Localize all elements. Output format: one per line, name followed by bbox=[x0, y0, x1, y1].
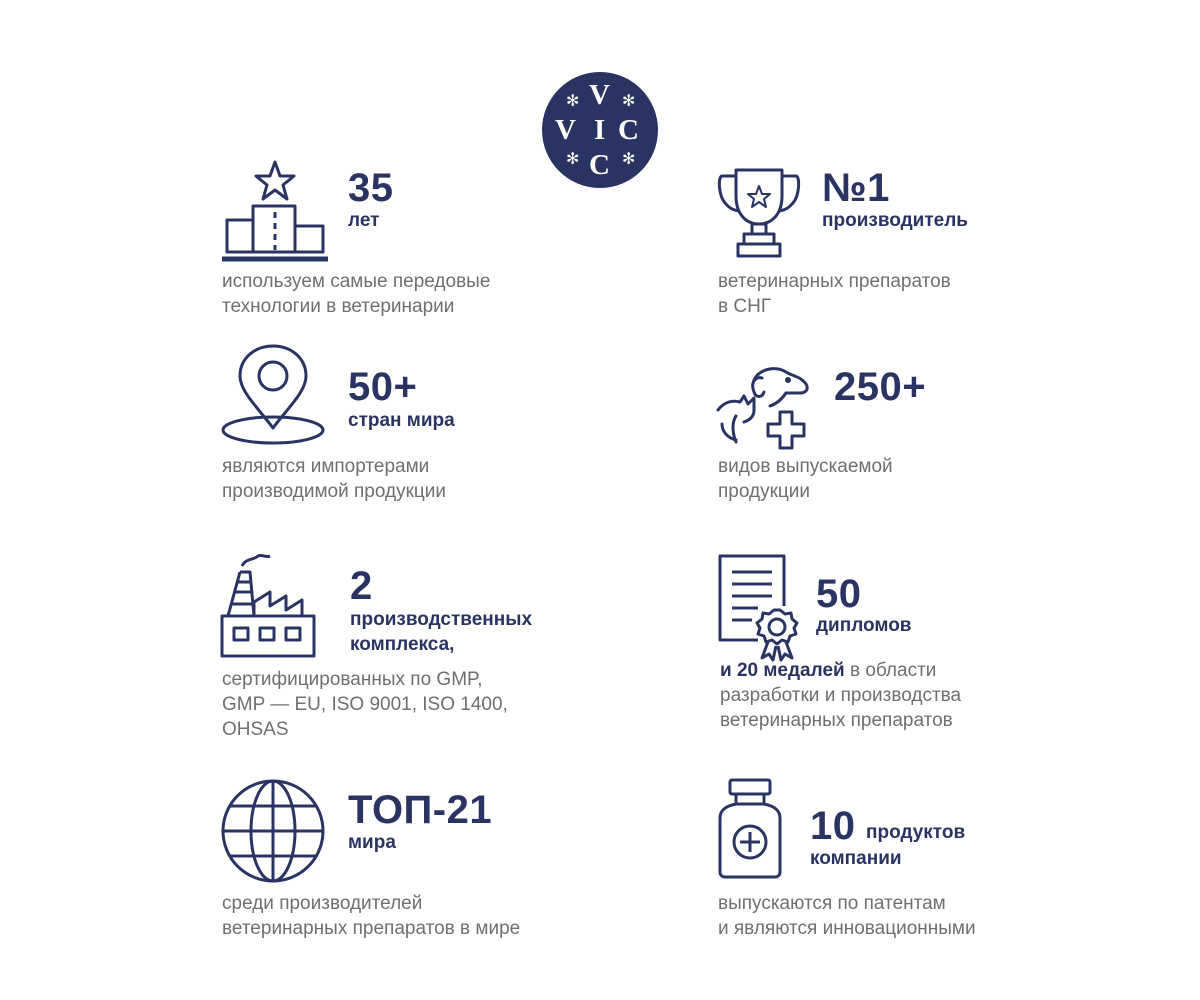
stat-description: сертифицированных по GMP, GMP — EU, ISO 9001, ISO 1400, OHSAS bbox=[222, 669, 508, 740]
logo-letter-i: I bbox=[594, 114, 606, 146]
stat-value: 10 bbox=[810, 804, 856, 848]
highlight-text: и 20 медалей bbox=[720, 660, 845, 681]
logo-letter-v-mid: V bbox=[555, 114, 576, 146]
logo-star-icon: ✻ bbox=[622, 93, 636, 110]
logo-star-icon: ✻ bbox=[566, 93, 580, 110]
location-pin-icon bbox=[220, 344, 326, 446]
logo-star-icon: ✻ bbox=[622, 151, 636, 168]
stat-label: компании bbox=[810, 848, 902, 869]
stat-value: 35 bbox=[348, 166, 394, 210]
logo-letter-v-top: V bbox=[589, 79, 610, 111]
stat-description: среди производителей ветеринарных препаратов в мире bbox=[222, 893, 521, 939]
logo-star-icon: ✻ bbox=[566, 151, 580, 168]
stat-label: лет bbox=[348, 210, 380, 231]
stat-value: 250+ bbox=[834, 365, 927, 409]
stat-description: используем самые передовые технологии в ветеринарии bbox=[222, 271, 491, 317]
stat-description: выпускаются по патентам и являются инновационными bbox=[718, 893, 976, 939]
stat-value: №1 bbox=[822, 166, 890, 210]
dog-cat-cross-icon bbox=[716, 362, 822, 448]
stat-label: продуктов bbox=[866, 822, 966, 843]
medicine-bottle-icon bbox=[716, 778, 784, 880]
stat-value: ТОП-21 bbox=[348, 788, 493, 832]
logo-letter-c-mid: C bbox=[618, 114, 639, 146]
stat-description: и 20 медалей в области разработки и производства ветеринарных препаратов bbox=[720, 660, 962, 731]
factory-icon bbox=[220, 552, 316, 660]
stat-value: 50 bbox=[816, 572, 862, 616]
certificate-icon bbox=[718, 554, 802, 660]
vic-logo bbox=[542, 72, 658, 188]
logo-letter-c-bottom: C bbox=[589, 149, 610, 181]
stat-description: видов выпускаемой продукции bbox=[718, 456, 893, 502]
stat-value: 2 bbox=[350, 564, 373, 608]
stat-label: стран мира bbox=[348, 410, 455, 431]
stat-label: мира bbox=[348, 832, 396, 853]
stat-description: ветеринарных препаратов в СНГ bbox=[718, 271, 951, 317]
stat-label: производитель bbox=[822, 210, 968, 231]
stat-value: 50+ bbox=[348, 365, 418, 409]
stat-label: дипломов bbox=[816, 615, 912, 636]
stat-label: производственных комплекса, bbox=[350, 609, 533, 655]
globe-icon bbox=[220, 778, 326, 884]
podium-star-icon bbox=[220, 160, 330, 264]
stat-description: являются импортерами производимой продукции bbox=[222, 456, 447, 502]
trophy-icon bbox=[716, 166, 802, 260]
